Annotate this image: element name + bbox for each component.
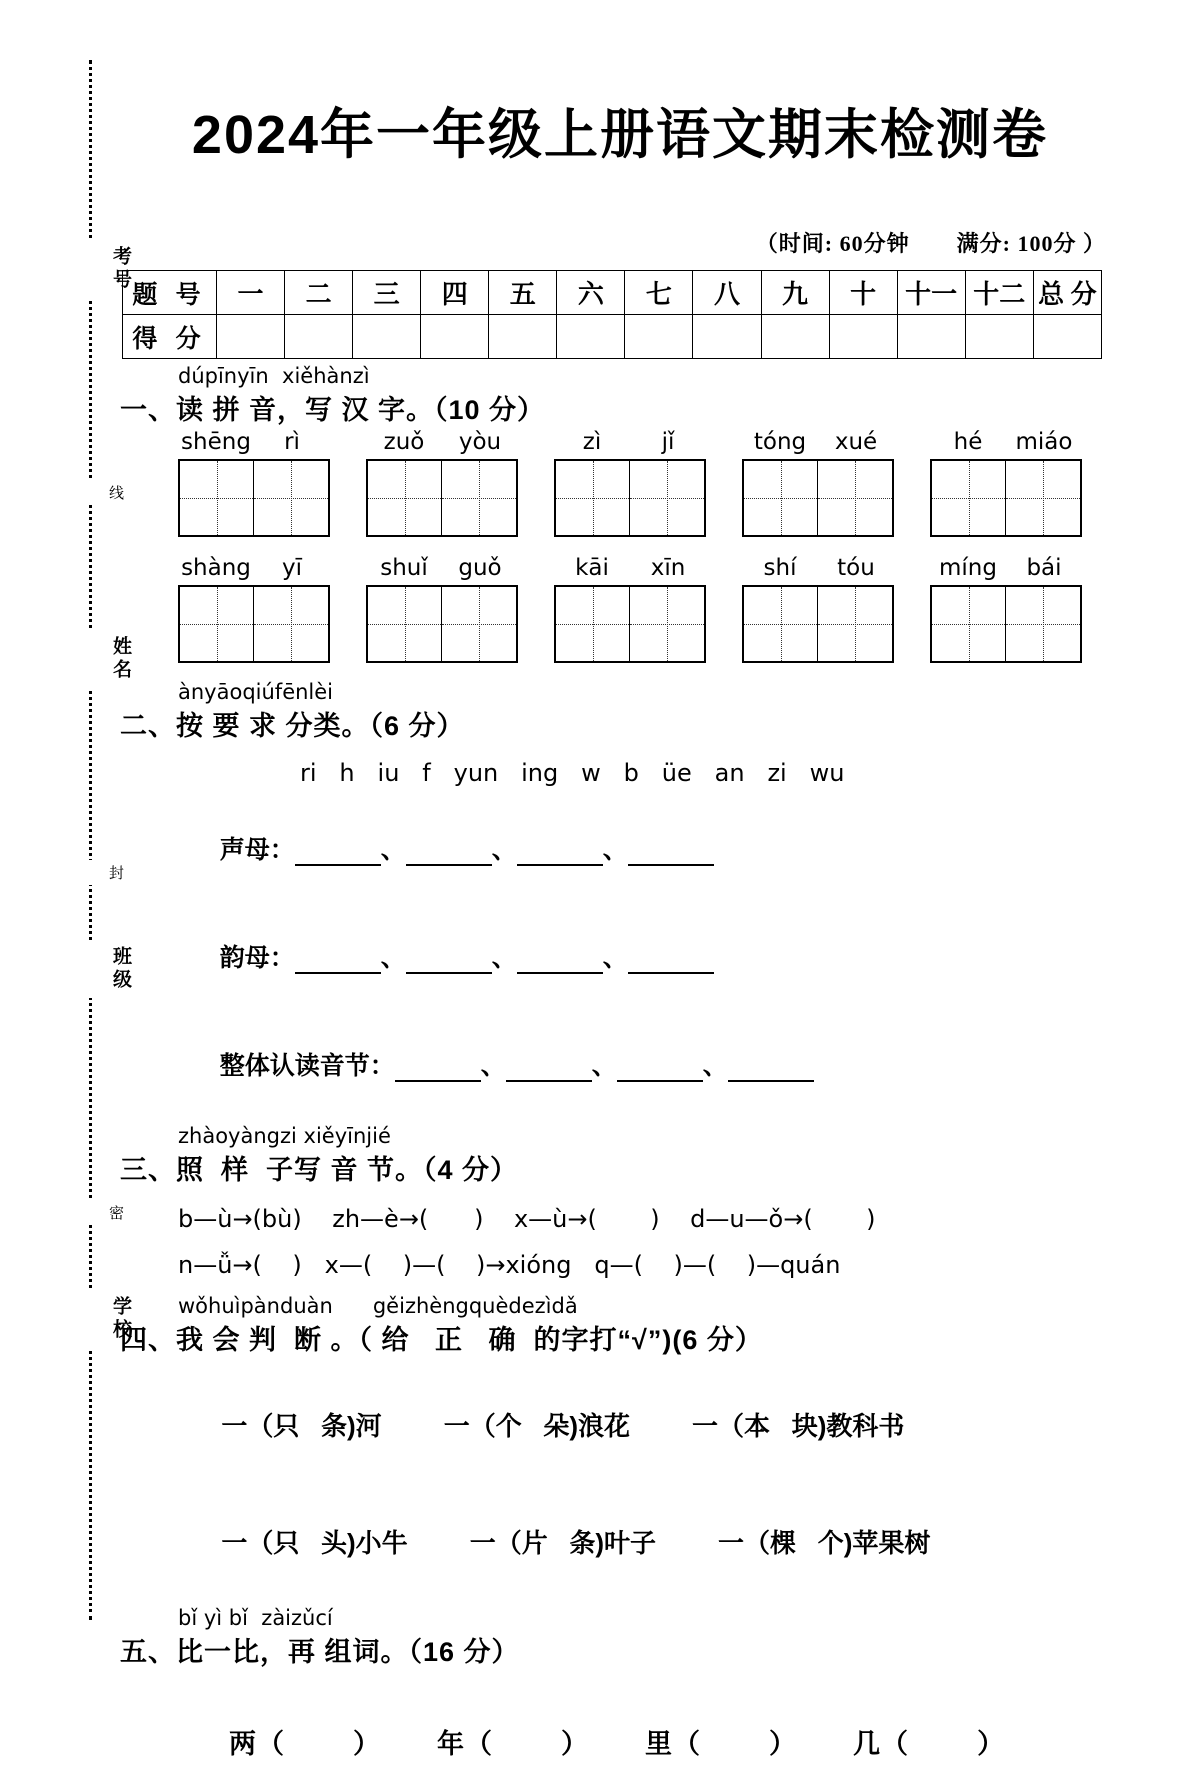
meta-suffix: ）: [1082, 231, 1106, 256]
score-col-10: 十: [829, 271, 897, 315]
binding-strip: [60, 60, 131, 1620]
answer-blank[interactable]: [628, 950, 714, 974]
word-group: [554, 429, 706, 537]
word-group: [366, 429, 518, 537]
section-4: [120, 1295, 1120, 1591]
section-1-heading: 一、读 拼 音，写 汉 字。（10 分）: [120, 395, 546, 426]
tianzige-pair: [930, 459, 1082, 537]
score-cell-4[interactable]: [421, 315, 489, 359]
score-cell-11[interactable]: [897, 315, 965, 359]
page-title: 2024年一年级上册语文期末检测卷: [191, 105, 1049, 165]
pinyin-syllable: hé: [953, 429, 983, 456]
score-col-5: 五: [489, 271, 557, 315]
score-col-2: 二: [285, 271, 353, 315]
tianzige-cell[interactable]: [818, 587, 892, 661]
tianzige-pair: [178, 585, 330, 663]
score-col-1: 一: [217, 271, 285, 315]
tianzige-pair: [742, 459, 894, 537]
pinyin-syllable: xīn: [650, 555, 686, 582]
section-3-line-1[interactable]: b—ù→(bù) zh—è→( ) x—ù→( ) d—u—ǒ→( ): [178, 1205, 876, 1234]
score-table-row-label-question: 题 号: [123, 271, 217, 315]
label-shengmu: 声母：: [219, 836, 295, 865]
section-5-row-1: [178, 1691, 1120, 1792]
pinyin-syllable: kāi: [575, 555, 609, 582]
tianzige-cell[interactable]: [442, 461, 516, 535]
word-pinyin: [366, 429, 518, 455]
seal-char-mi: 密: [54, 1200, 126, 1225]
word-fill-item[interactable]: 两（ ）: [229, 1729, 382, 1760]
section-2-pinyin: ànyāoqiúfēnlèi: [178, 680, 334, 705]
seal-char-feng: 封: [54, 860, 126, 885]
pinyin-syllable: bái: [1026, 555, 1062, 582]
score-cell-8[interactable]: [693, 315, 761, 359]
tianzige-cell[interactable]: [818, 461, 892, 535]
score-cell-12[interactable]: [965, 315, 1033, 359]
section-2-answer-line-zhengti: 整体认读音节： 、 、 、: [178, 1017, 1120, 1111]
score-col-9: 九: [761, 271, 829, 315]
section-3-line-2[interactable]: n—ǚ→( ) x—( )—( )→xióng q—( )—( )—quán: [178, 1251, 841, 1280]
tianzige-cell[interactable]: [180, 587, 254, 661]
word-fill-item[interactable]: 里（ ）: [645, 1729, 798, 1760]
word-pinyin: [178, 555, 330, 581]
score-cell-7[interactable]: [625, 315, 693, 359]
answer-blank[interactable]: [617, 1058, 703, 1082]
tianzige-pair: [742, 585, 894, 663]
pinyin-syllable: jǐ: [661, 429, 675, 456]
word-pinyin: [742, 555, 894, 581]
pinyin-syllable: rì: [284, 429, 300, 456]
tianzige-pair: [930, 585, 1082, 663]
score-cell-5[interactable]: [489, 315, 557, 359]
word-group: [366, 555, 518, 663]
section-4-heading: 四、我 会 判 断 。（ 给 正 确 的字打“√”)(6 分）: [120, 1325, 763, 1356]
score-cell-10[interactable]: [829, 315, 897, 359]
section-3: [120, 1125, 1120, 1279]
score-col-total: 总 分: [1033, 271, 1101, 315]
judge-item[interactable]: 一（棵 个)苹果树: [718, 1528, 931, 1559]
tianzige-cell[interactable]: [254, 587, 328, 661]
tianzige-pair: [366, 585, 518, 663]
pinyin-syllable: shēng: [181, 429, 251, 456]
word-group: [742, 555, 894, 663]
section-1-grid-row-2: [178, 555, 1120, 663]
score-col-8: 八: [693, 271, 761, 315]
word-pinyin: [930, 429, 1082, 455]
tianzige-cell[interactable]: [630, 587, 704, 661]
word-group: [554, 555, 706, 663]
score-col-12: 十二: [965, 271, 1033, 315]
score-col-3: 三: [353, 271, 421, 315]
tianzige-cell[interactable]: [254, 461, 328, 535]
answer-blank[interactable]: [295, 950, 381, 974]
section-2-answer-line-yunmu: 韵母： 、 、 、: [178, 909, 1120, 1003]
answer-blank[interactable]: [517, 842, 603, 866]
word-pinyin: [554, 429, 706, 455]
answer-blank[interactable]: [628, 842, 714, 866]
word-group: [178, 429, 330, 537]
section-4-pinyin: wǒhuìpànduàn gěizhèngquèdezìdǎ: [178, 1294, 578, 1319]
tianzige-cell[interactable]: [744, 461, 818, 535]
judge-item[interactable]: 一（只 条)河: [221, 1411, 382, 1442]
meta-score-value: 100分: [1017, 231, 1077, 256]
section-1-pinyin: dúpīnyīn xiěhànzì: [178, 364, 370, 388]
field-class: 班级: [46, 940, 134, 998]
word-pinyin: [930, 555, 1082, 581]
score-cell-2[interactable]: [285, 315, 353, 359]
judge-item[interactable]: 一（只 头)小牛: [221, 1528, 408, 1559]
tianzige-cell[interactable]: [1006, 587, 1080, 661]
section-4-row-2: [178, 1492, 1120, 1591]
word-pinyin: [554, 555, 706, 581]
score-table: [122, 270, 1102, 359]
section-2-heading: 二、按 要 求 分类。（6 分）: [120, 711, 465, 742]
tianzige-cell[interactable]: [1006, 461, 1080, 535]
pinyin-syllable: xué: [834, 429, 878, 456]
judge-item[interactable]: 一（片 条)叶子: [469, 1528, 657, 1559]
tianzige-cell[interactable]: [630, 461, 704, 535]
tianzige-cell[interactable]: [180, 461, 254, 535]
tianzige-cell[interactable]: [556, 587, 630, 661]
section-1-grid-row-1: [178, 429, 1120, 537]
meta-time-label: （时间:: [755, 231, 834, 256]
answer-blank[interactable]: [406, 950, 492, 974]
answer-blank[interactable]: [395, 1058, 481, 1082]
score-table-header-row: [123, 271, 1102, 315]
pinyin-syllable: yòu: [458, 429, 502, 456]
word-group: [930, 555, 1082, 663]
pinyin-syllable: miáo: [1015, 429, 1073, 456]
pinyin-syllable: shàng: [181, 555, 251, 582]
tianzige-cell[interactable]: [368, 587, 442, 661]
judge-item[interactable]: 一（个 朵)浪花: [443, 1411, 631, 1442]
section-2-letter-bank: ri h iu f yun ing w b üe an zi wu: [300, 759, 845, 788]
tianzige-cell[interactable]: [368, 461, 442, 535]
meta-time-value: 60分钟: [839, 231, 910, 256]
section-5: [120, 1607, 1120, 1792]
tianzige-pair: [366, 459, 518, 537]
section-1: [120, 365, 1120, 663]
word-pinyin: [366, 555, 518, 581]
pinyin-syllable: míng: [939, 555, 997, 582]
answer-blank[interactable]: [728, 1058, 814, 1082]
score-cell-total[interactable]: [1033, 315, 1101, 359]
pinyin-syllable: yī: [281, 555, 302, 582]
score-col-11: 十一: [897, 271, 965, 315]
tianzige-cell[interactable]: [744, 587, 818, 661]
pinyin-syllable: zuǒ: [383, 429, 425, 456]
label-yunmu: 韵母：: [219, 944, 295, 973]
label-zhengti: 整体认读音节：: [219, 1052, 395, 1081]
score-col-7: 七: [625, 271, 693, 315]
word-group: [178, 555, 330, 663]
answer-blank[interactable]: [517, 950, 603, 974]
judge-item[interactable]: 一（本 块)教科书: [692, 1411, 905, 1442]
section-2: [120, 681, 1120, 1111]
score-cell-9[interactable]: [761, 315, 829, 359]
word-fill-item[interactable]: 几（ ）: [853, 1729, 1006, 1760]
answer-blank[interactable]: [406, 842, 492, 866]
score-table-value-row: [123, 315, 1102, 359]
score-cell-3[interactable]: [353, 315, 421, 359]
pinyin-syllable: tóng: [753, 429, 807, 456]
pinyin-syllable: tóu: [837, 555, 875, 582]
section-5-pinyin: bǐ yì bǐ zàizǔcí: [178, 1606, 333, 1631]
answer-blank[interactable]: [295, 842, 381, 866]
score-cell-6[interactable]: [557, 315, 625, 359]
meta-score-label: 满分:: [956, 231, 1011, 256]
tianzige-cell[interactable]: [442, 587, 516, 661]
tianzige-cell[interactable]: [932, 461, 1006, 535]
word-fill-item[interactable]: 年（ ）: [437, 1729, 590, 1760]
field-student-name: 姓名: [46, 630, 134, 688]
tianzige-cell[interactable]: [932, 587, 1006, 661]
score-table-row-label-score: 得 分: [123, 315, 217, 359]
word-group: [930, 429, 1082, 537]
section-2-answer-line-shengmu: 声母： 、 、 、: [178, 801, 1120, 895]
field-exam-number: 考号: [46, 240, 134, 298]
score-col-6: 六: [557, 271, 625, 315]
section-4-row-1: [178, 1375, 1120, 1474]
seal-char-line: 线: [54, 480, 126, 505]
answer-blank[interactable]: [506, 1058, 592, 1082]
tianzige-pair: [554, 585, 706, 663]
pinyin-syllable: shuǐ: [380, 555, 428, 582]
section-3-heading: 三、照 样 子写 音 节。（4 分）: [120, 1155, 519, 1186]
score-col-4: 四: [421, 271, 489, 315]
score-cell-1[interactable]: [217, 315, 285, 359]
tianzige-pair: [554, 459, 706, 537]
exam-meta: [120, 227, 1120, 258]
section-5-heading: 五、比一比，再 组词。（16 分）: [120, 1637, 520, 1668]
word-pinyin: [742, 429, 894, 455]
pinyin-syllable: guǒ: [458, 555, 502, 582]
word-group: [742, 429, 894, 537]
exam-page: [120, 0, 1120, 1760]
pinyin-syllable: shí: [763, 555, 797, 582]
word-pinyin: [178, 429, 330, 455]
tianzige-cell[interactable]: [556, 461, 630, 535]
pinyin-syllable: zì: [582, 429, 602, 456]
tianzige-pair: [178, 459, 330, 537]
field-school: 学校: [46, 1290, 134, 1348]
section-3-pinyin: zhàoyàngzi xiěyīnjié: [178, 1124, 391, 1149]
